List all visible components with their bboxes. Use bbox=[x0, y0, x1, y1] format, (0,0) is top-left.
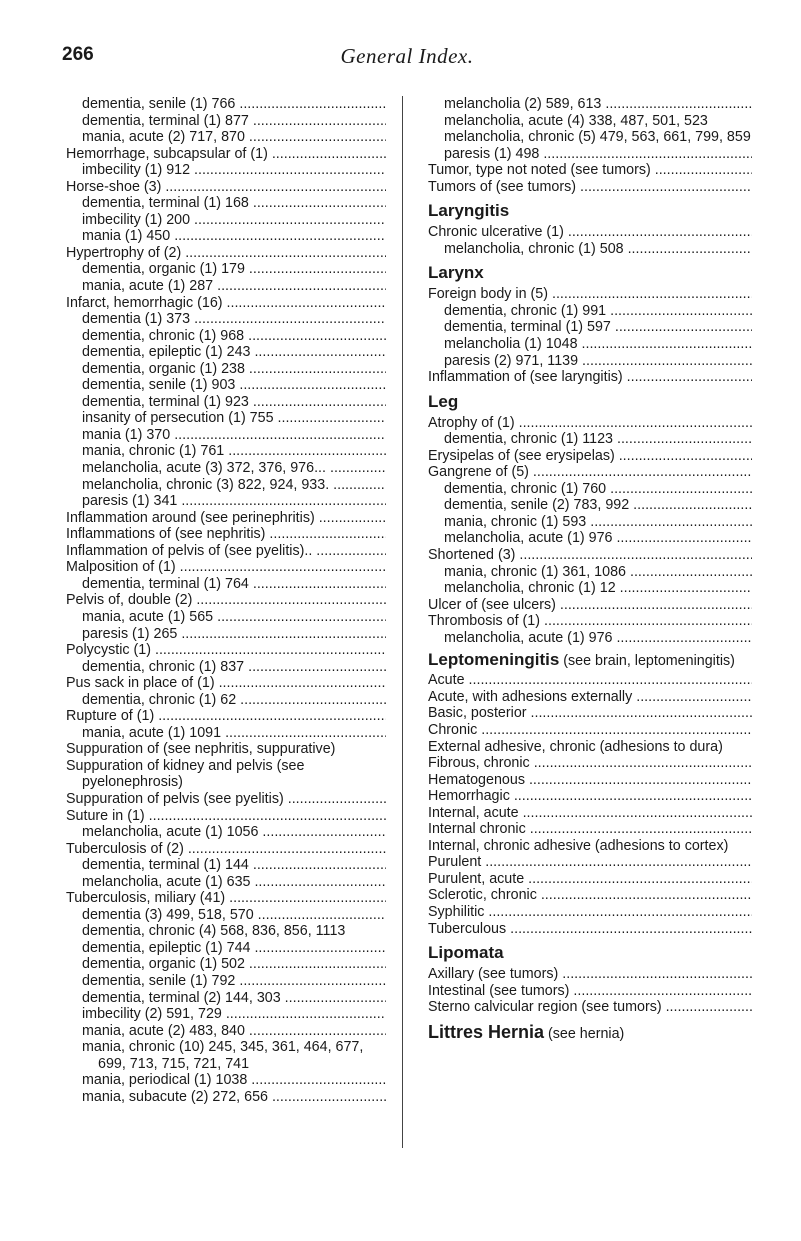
index-subentry: dementia, chronic (1) 991 ..... bbox=[428, 303, 752, 320]
index-entry: Hemorrhage, subcapsular of (1) ..... bbox=[66, 146, 386, 163]
index-entry: Polycystic (1) ..... bbox=[66, 642, 386, 659]
index-entry: Axillary (see tumors) ..... bbox=[428, 966, 752, 983]
index-subentry: mania, chronic (10) 245, 345, 361, 464, 677, 699, 713, 715, 721, 741 bbox=[82, 1039, 364, 1072]
index-heading-note: (see hernia) bbox=[544, 1025, 625, 1042]
index-subentry: paresis (1) 498 ..... bbox=[428, 146, 752, 163]
index-subentry: dementia, epileptic (1) 243 ..... bbox=[66, 344, 386, 361]
index-entry: Inflammation of pelvis of (see pyelitis).. ..... bbox=[66, 543, 386, 560]
index-entry: Rupture of (1) ..... bbox=[66, 708, 386, 725]
index-subentry: imbecility (1) 200 ..... bbox=[66, 212, 386, 229]
index-heading bbox=[428, 1021, 752, 1045]
index-subentry: dementia, terminal (1) 923 ..... bbox=[66, 394, 386, 411]
index-entry: Malposition of (1) ..... bbox=[66, 559, 386, 576]
index-subentry: dementia, senile (1) 903 ..... bbox=[66, 377, 386, 394]
index-subentry: melancholia (2) 589, 613 ..... bbox=[428, 96, 752, 113]
index-subentry: mania, acute (1) 287 ..... bbox=[66, 278, 386, 295]
index-subentry: dementia, organic (1) 502 ..... bbox=[66, 956, 386, 973]
index-subentry: dementia, senile (1) 766 ..... bbox=[66, 96, 386, 113]
index-entry: Fibrous, chronic ..... bbox=[428, 755, 752, 772]
index-entry: Chronic ulcerative (1) ..... bbox=[428, 224, 752, 241]
index-subentry: mania, acute (1) 565 ..... bbox=[66, 609, 386, 626]
page-title: General Index. bbox=[340, 44, 474, 68]
index-subentry: mania, acute (2) 483, 840 ..... bbox=[66, 1023, 386, 1040]
index-heading bbox=[428, 942, 752, 964]
index-subentry: melancholia, chronic (1) 508 ..... bbox=[428, 241, 752, 258]
index-entry: Hematogenous ..... bbox=[428, 772, 752, 789]
index-entry: Suppuration of kidney and pelvis (see pyelonephrosis) bbox=[66, 757, 305, 791]
index-subentry: melancholia, acute (3) 372, 376, 976... ..... bbox=[66, 460, 386, 477]
index-subentry: melancholia, chronic (1) 12 ..... bbox=[428, 580, 752, 597]
index-subentry: melancholia, chronic (5) 479, 563, 661, 799, 859 bbox=[444, 129, 751, 146]
index-subentry: paresis (1) 265 ..... bbox=[66, 626, 386, 643]
index-entry: Hypertrophy of (2) ..... bbox=[66, 245, 386, 262]
index-subentry: mania, chronic (1) 761 ..... bbox=[66, 443, 386, 460]
index-subentry: dementia, chronic (1) 760 ..... bbox=[428, 481, 752, 498]
index-entry: Erysipelas of (see erysipelas) ..... bbox=[428, 448, 752, 465]
index-subentry: mania (1) 370 ..... bbox=[66, 427, 386, 444]
index-entry: Acute, with adhesions externally ..... bbox=[428, 689, 752, 706]
index-heading bbox=[428, 262, 752, 284]
index-entry: Inflammation of (see laryngitis) ..... bbox=[428, 369, 752, 386]
index-heading bbox=[428, 391, 752, 413]
index-entry: Inflammation around (see perinephritis) ..... bbox=[66, 510, 386, 527]
page-number: 266 bbox=[62, 44, 94, 65]
index-heading-text: Leg bbox=[428, 391, 459, 411]
index-heading-text: Lipomata bbox=[428, 943, 504, 963]
index-subentry: insanity of persecution (1) 755 ..... bbox=[66, 410, 386, 427]
index-subentry: mania, periodical (1) 1038 ..... bbox=[66, 1072, 386, 1089]
index-subentry: dementia, terminal (1) 168 ..... bbox=[66, 195, 386, 212]
index-heading bbox=[428, 651, 752, 670]
index-subentry: dementia, chronic (1) 968 ..... bbox=[66, 328, 386, 345]
index-subentry: dementia, terminal (1) 764 ..... bbox=[66, 576, 386, 593]
index-subentry: imbecility (1) 912 ..... bbox=[66, 162, 386, 179]
index-column-left bbox=[66, 96, 386, 1105]
index-subentry: melancholia, acute (4) 338, 487, 501, 523 bbox=[444, 112, 708, 129]
index-entry: External adhesive, chronic (adhesions to dura) bbox=[428, 738, 723, 755]
index-entry: Atrophy of (1) ..... bbox=[428, 415, 752, 432]
index-subentry: melancholia, acute (1) 1056 ..... bbox=[66, 824, 386, 841]
index-entry: Syphilitic ..... bbox=[428, 904, 752, 921]
index-subentry: paresis (1) 341 ..... bbox=[66, 493, 386, 510]
index-entry: Shortened (3) ..... bbox=[428, 547, 752, 564]
index-entry: Ulcer of (see ulcers) ..... bbox=[428, 597, 752, 614]
index-entry: Tuberculosis, miliary (41) ..... bbox=[66, 890, 386, 907]
index-heading-text: Larynx bbox=[428, 263, 484, 283]
index-entry: Intestinal (see tumors) ..... bbox=[428, 983, 752, 1000]
index-subentry: dementia, terminal (1) 144 ..... bbox=[66, 857, 386, 874]
index-subentry: mania, acute (1) 1091 ..... bbox=[66, 725, 386, 742]
index-entry: Chronic ..... bbox=[428, 722, 752, 739]
index-subentry: dementia, senile (2) 783, 992 ..... bbox=[428, 497, 752, 514]
index-subentry: melancholia (1) 1048 ..... bbox=[428, 336, 752, 353]
index-entry: Internal chronic ..... bbox=[428, 821, 752, 838]
index-entry: Pelvis of, double (2) ..... bbox=[66, 592, 386, 609]
index-subentry: dementia, epileptic (1) 744 ..... bbox=[66, 940, 386, 957]
index-subentry: dementia, chronic (4) 568, 836, 856, 1113 bbox=[82, 923, 346, 940]
index-heading bbox=[428, 200, 752, 222]
column-divider bbox=[402, 96, 403, 1148]
index-entry: Acute ..... bbox=[428, 672, 752, 689]
index-entry: Purulent ..... bbox=[428, 854, 752, 871]
index-subentry: paresis (2) 971, 1139 ..... bbox=[428, 353, 752, 370]
index-entry: Internal, chronic adhesive (adhesions to cortex) bbox=[428, 837, 729, 854]
index-entry: Sterno calvicular region (see tumors) ..... bbox=[428, 999, 752, 1016]
index-subentry: dementia, terminal (1) 597 ..... bbox=[428, 319, 752, 336]
index-subentry: melancholia, acute (1) 976 ..... bbox=[428, 530, 752, 547]
index-subentry: dementia, organic (1) 238 ..... bbox=[66, 361, 386, 378]
index-entry: Tumors of (see tumors) ..... bbox=[428, 179, 752, 196]
index-subentry: imbecility (2) 591, 729 ..... bbox=[66, 1006, 386, 1023]
index-entry: Tuberculosis of (2) ..... bbox=[66, 841, 386, 858]
index-subentry: dementia, chronic (1) 837 ..... bbox=[66, 659, 386, 676]
index-subentry: dementia, organic (1) 179 ..... bbox=[66, 261, 386, 278]
page-header bbox=[62, 44, 752, 74]
index-subentry: dementia (1) 373 ..... bbox=[66, 311, 386, 328]
index-heading-note: (see brain, leptomeningitis) bbox=[559, 653, 735, 670]
index-entry: Thrombosis of (1) ..... bbox=[428, 613, 752, 630]
index-subentry: dementia (3) 499, 518, 570 ..... bbox=[66, 907, 386, 924]
index-subentry: dementia, chronic (1) 1123 ..... bbox=[428, 431, 752, 448]
index-subentry: mania, chronic (1) 361, 1086 ..... bbox=[428, 564, 752, 581]
index-entry: Basic, posterior ..... bbox=[428, 705, 752, 722]
index-entry: Tuberculous ..... bbox=[428, 921, 752, 938]
index-subentry: mania (1) 450 ..... bbox=[66, 228, 386, 245]
index-subentry: dementia, senile (1) 792 ..... bbox=[66, 973, 386, 990]
index-heading-text: Leptomeningitis bbox=[428, 650, 560, 670]
index-subentry: dementia, chronic (1) 62 ..... bbox=[66, 692, 386, 709]
index-subentry: mania, acute (2) 717, 870 ..... bbox=[66, 129, 386, 146]
index-entry: Gangrene of (5) ..... bbox=[428, 464, 752, 481]
index-entry: Purulent, acute ..... bbox=[428, 871, 752, 888]
index-entry: Suppuration of pelvis (see pyelitis) ..... bbox=[66, 791, 386, 808]
index-subentry: mania, subacute (2) 272, 656 ..... bbox=[66, 1089, 386, 1106]
index-subentry: mania, chronic (1) 593 ..... bbox=[428, 514, 752, 531]
index-entry: Inflammations of (see nephritis) ..... bbox=[66, 526, 386, 543]
index-entry: Pus sack in place of (1) ..... bbox=[66, 675, 386, 692]
index-subentry: melancholia, chronic (3) 822, 924, 933. ..... bbox=[66, 477, 386, 494]
index-entry: Foreign body in (5) ..... bbox=[428, 286, 752, 303]
index-entry: Hemorrhagic ..... bbox=[428, 788, 752, 805]
index-subentry: dementia, terminal (2) 144, 303 ..... bbox=[66, 990, 386, 1007]
index-entry: Sclerotic, chronic ..... bbox=[428, 887, 752, 904]
index-heading-text: Littres Hernia bbox=[428, 1021, 545, 1042]
index-subentry: dementia, terminal (1) 877 ..... bbox=[66, 113, 386, 130]
index-entry: Internal, acute ..... bbox=[428, 805, 752, 822]
index-entry: Infarct, hemorrhagic (16) ..... bbox=[66, 295, 386, 312]
index-entry: Tumor, type not noted (see tumors) ..... bbox=[428, 162, 752, 179]
index-heading-text: Laryngitis bbox=[428, 201, 510, 221]
index-subentry: melancholia, acute (1) 976 ..... bbox=[428, 630, 752, 647]
index-column-right bbox=[428, 96, 752, 1047]
index-entry: Suppuration of (see nephritis, suppurative) bbox=[66, 741, 336, 758]
index-entry: Suture in (1) ..... bbox=[66, 808, 386, 825]
index-subentry: melancholia, acute (1) 635 ..... bbox=[66, 874, 386, 891]
index-entry: Horse-shoe (3) ..... bbox=[66, 179, 386, 196]
